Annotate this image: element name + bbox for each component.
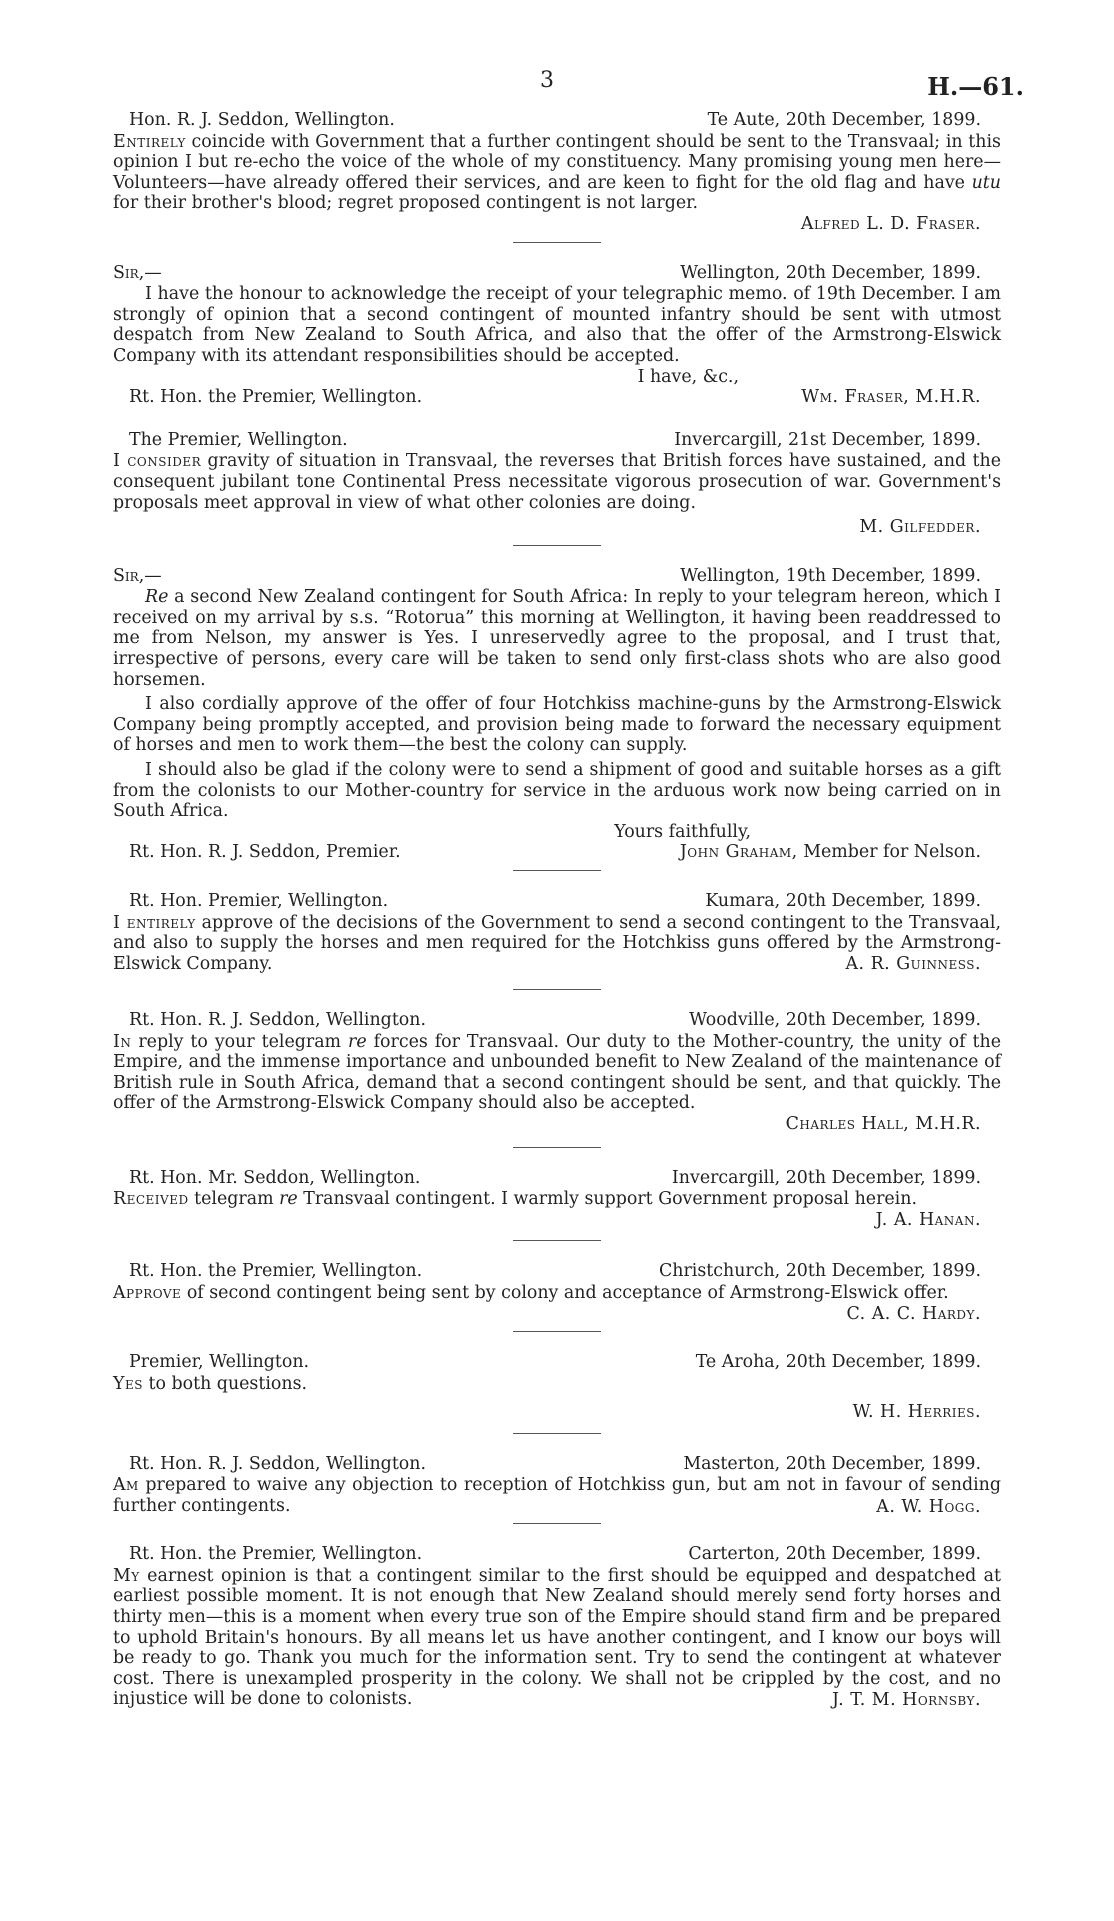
page-number: 3 <box>540 68 554 93</box>
letter-guinness <box>113 891 1001 975</box>
letter-place-date: Wellington, 20th December, 1899. <box>680 262 981 283</box>
letter-paragraph-3: I should also be glad if the colony were to send a shipment of good and suitable horses as a gift from the colonists to our Mother-country for service in the arduous work now being carried on in South Africa. <box>113 760 1001 822</box>
letter-place-date: Invercargill, 21st December, 1899. <box>674 429 981 450</box>
letter-signature: John Graham, Member for Nelson. <box>679 842 981 863</box>
letter-hogg <box>113 1454 1001 1517</box>
letter-signature: J. T. M. Hornsby. <box>832 1690 981 1710</box>
letter-recipient: Hon. R. J. Seddon, Wellington. <box>129 110 395 130</box>
letter-salutation: Sir,— <box>113 565 162 586</box>
letter-text: Am prepared to waive any objection to reception of Hotchkiss gun, but am not in favour of sending further contingents. <box>113 1475 1001 1517</box>
letter-salutation: Sir,— <box>113 262 162 283</box>
letter-place-date: Masterton, 20th December, 1899. <box>683 1453 981 1474</box>
letter-addressee: Rt. Hon. R. J. Seddon, Premier. <box>129 842 401 863</box>
letter-recipient: Rt. Hon. the Premier, Wellington. <box>129 1544 423 1565</box>
letter-hornsby <box>113 1544 1001 1710</box>
divider <box>513 1147 601 1148</box>
letter-recipient: Rt. Hon. R. J. Seddon, Wellington. <box>129 1453 427 1474</box>
letter-place-date: Christchurch, 20th December, 1899. <box>658 1261 981 1282</box>
divider <box>513 242 601 243</box>
letter-closing: I have, &c., <box>637 366 739 387</box>
letter-hanan <box>113 1168 1001 1231</box>
letter-place-date: Carterton, 20th December, 1899. <box>688 1544 981 1565</box>
letter-signature: A. W. Hogg. <box>876 1496 981 1517</box>
letter-text: I entirely approve of the decisions of the Government to send a second contingent to the Transvaal, and also to supply the horses and men required for the Hotchkiss guns offered by the Armstrong-Elswick Company. <box>113 912 1001 974</box>
letter-fraser-wm <box>113 263 1001 408</box>
letter-hall <box>113 1010 1001 1135</box>
letter-addressee: Rt. Hon. the Premier, Wellington. <box>129 387 423 408</box>
letter-signature: C. A. C. Hardy. <box>846 1303 981 1324</box>
letter-signature: Alfred L. D. Fraser. <box>800 213 981 234</box>
letter-text: Received telegram re Transvaal contingent. I warmly support Government proposal herein. <box>113 1189 917 1210</box>
letter-text: My earnest opinion is that a contingent similar to the first should be equipped and despatched at earliest possible moment. It is not enough that New Zealand should merely send forty horses and thirty men—this is a moment when every true son of the Empire should stand firm and be prepared to uphold Britain's honours. By all means let us have another contingent, and I know our boys will be ready to go. Thank you much for the information sent. Try to send the contingent at whatever cost. There is unexampled prosperity in the colony. We shall not be crippled by the cost, and no injustice will be done to colonists. <box>113 1565 1002 1710</box>
letter-text: In reply to your telegram re forces for Transvaal. Our duty to the Mother-country, the unity of the Empire, and the immense importance and unbounded benefit to New Zealand of the maintenance of British rule in South Africa, demand that a second contingent should be sent, and that quickly. The offer of the Armstrong-Elswick Company should also be accepted. <box>113 1031 1002 1114</box>
divider <box>513 1433 601 1434</box>
letter-text: Yes to both questions. <box>113 1373 308 1394</box>
letter-recipient: Premier, Wellington. <box>129 1352 310 1373</box>
letter-herries <box>113 1352 1001 1423</box>
letter-fraser-alfred <box>113 110 1001 235</box>
letter-signature: A. R. Guinness. <box>845 954 981 975</box>
letter-recipient: Rt. Hon. Premier, Wellington. <box>129 891 389 911</box>
letter-closing: Yours faithfully, <box>614 821 751 842</box>
letter-text: Approve of second contingent being sent by colony and acceptance of Armstrong-Elswick offer. <box>113 1282 949 1303</box>
divider <box>513 1240 601 1241</box>
letter-hardy <box>113 1261 1001 1324</box>
divider <box>513 545 601 546</box>
correspondence-body <box>113 110 1001 1711</box>
divider <box>513 1523 601 1524</box>
letter-place-date: Te Aroha, 20th December, 1899. <box>695 1352 981 1373</box>
letter-paragraph-2: I also cordially approve of the offer of four Hotchkiss machine-guns by the Armstrong-Elswick Company being promptly accepted, and provision being made to forward the necessary equipment of horses and men to work them—the best the colony can supply. <box>113 694 1001 756</box>
document-reference: H.—61. <box>927 72 1024 101</box>
letter-gilfedder <box>113 430 1001 538</box>
letter-paragraph-1: Re a second New Zealand contingent for South Africa: In reply to your telegram hereon, which I received on my arrival by s.s. “Rotorua” this morning at Wellington, it having been readdressed to me from Nelson, my answer is Yes. I unreservedly agree to the proposal, and I trust that, irrespective of persons, every care will be taken to send only first-class shots who are also good horsemen. <box>113 587 1001 690</box>
letter-place-date: Te Aute, 20th December, 1899. <box>707 110 981 130</box>
letter-place-date: Invercargill, 20th December, 1899. <box>671 1167 981 1188</box>
letter-recipient: Rt. Hon. the Premier, Wellington. <box>129 1261 423 1282</box>
letter-text: I consider gravity of situation in Transvaal, the reverses that British forces have sustained, and the consequent jubilant tone Continental Press necessitate vigorous prosecution of war. Government's proposals meet approval in view of what other colonies are doing. <box>113 451 1002 513</box>
letter-signature: Wm. Fraser, M.H.R. <box>801 387 981 408</box>
letter-text: I have the honour to acknowledge the receipt of your telegraphic memo. of 19th December. I am strongly of opinion that a second contingent of mounted infantry should be sent with utmost despatch from New Zealand to South Africa, and also that the offer of the Armstrong-Elswick Company with its attendant responsibilities should be accepted. <box>113 284 1001 366</box>
letter-signature: Charles Hall, M.H.R. <box>785 1113 981 1134</box>
letter-recipient: Rt. Hon. Mr. Seddon, Wellington. <box>129 1167 421 1188</box>
divider <box>513 1331 601 1332</box>
letter-recipient: The Premier, Wellington. <box>129 429 348 450</box>
divider <box>513 870 601 871</box>
letter-place-date: Woodville, 20th December, 1899. <box>689 1009 981 1030</box>
letter-signature: M. Gilfedder. <box>859 517 981 538</box>
letter-signature: J. A. Hanan. <box>875 1209 981 1230</box>
letter-place-date: Kumara, 20th December, 1899. <box>705 891 981 911</box>
letter-place-date: Wellington, 19th December, 1899. <box>680 565 981 586</box>
letter-text: Entirely coincide with Government that a further contingent should be sent to the Transvaal; in this opinion I but re-echo the voice of the whole of my constituency. Many promising young men here—Volunteers—have already offered their services, and are keen to fight for the old flag and have utu for their brother's blood; regret proposed contingent is not larger. <box>113 131 1001 214</box>
letter-signature: W. H. Herries. <box>852 1402 981 1423</box>
letter-recipient: Rt. Hon. R. J. Seddon, Wellington. <box>129 1009 427 1030</box>
letter-graham <box>113 566 1001 863</box>
divider <box>513 989 601 990</box>
